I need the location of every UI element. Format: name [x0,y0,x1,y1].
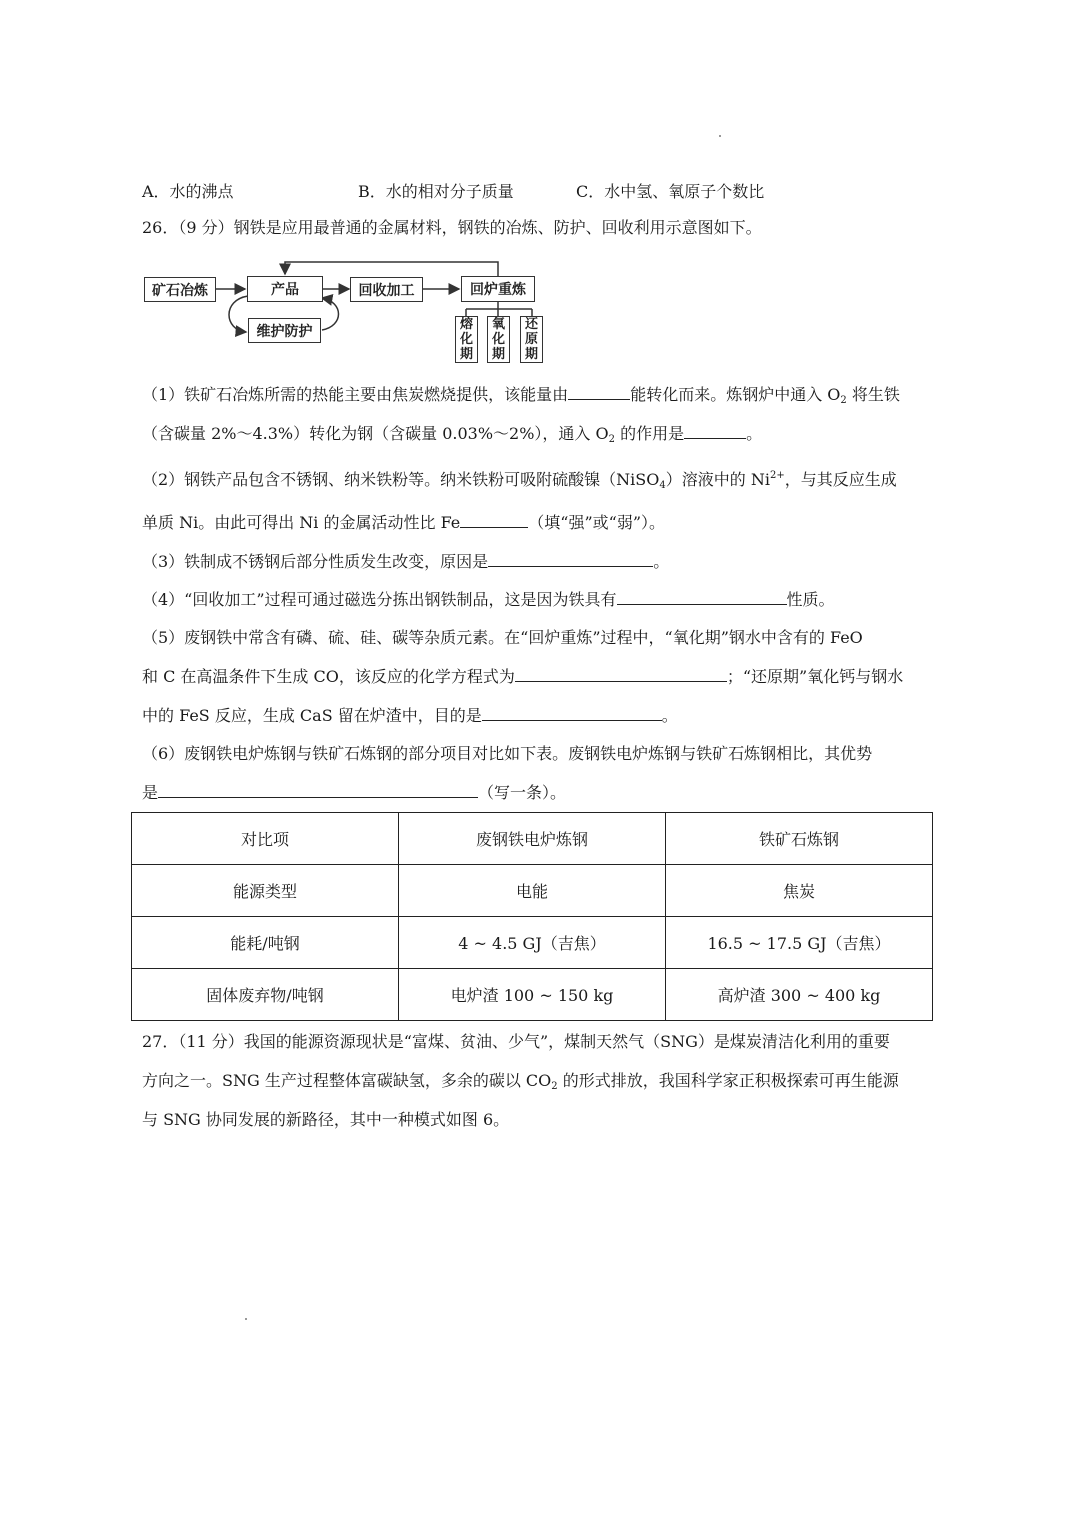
answer-blank[interactable] [568,385,630,400]
stage-char: 化 [491,332,505,347]
text: （2）钢铁产品包含不锈钢、纳米铁粉等。纳米铁粉可吸附硫酸镍（NiSO [142,470,660,489]
stage-char: 熔 [459,317,473,332]
text: 的作用是 [615,424,685,443]
table-cell: 电能 [399,865,666,917]
superscript: 2+ [769,470,785,481]
stage-char: 化 [459,332,473,347]
table-header-cell: 对比项 [132,813,399,865]
stage-char: 期 [491,347,505,362]
q27-line1: 27．（11 分）我国的能源资源现状是“富煤、贫油、少气”，煤制天然气（SNG）是煤炭清洁化利用的重要 [142,1032,890,1051]
table-cell: 电炉渣 100 ~ 150 kg [399,969,666,1021]
option-a: A．水的沸点 [142,182,234,201]
text: （3）铁制成不锈钢后部分性质发生改变，原因是 [142,552,489,571]
text: （填“强”或“弱”）。 [528,513,666,532]
text: （4）“回收加工”过程可通过磁选分拣出钢铁制品，这是因为铁具有 [142,590,617,609]
q26-part5-line1: （5）废钢铁中常含有磷、硫、硅、碳等杂质元素。在“回炉重炼”过程中，“氧化期”钢水中含有的 FeO [142,628,863,647]
q26-part2-line1 [142,470,897,490]
text: 和 C 在高温条件下生成 CO，该反应的化学方程式为 [142,667,515,686]
table-cell: 能耗/吨钢 [132,917,399,969]
text: 。 [661,706,678,725]
table-cell: 固体废弃物/吨钢 [132,969,399,1021]
answer-blank[interactable] [515,667,727,682]
comparison-table [131,812,933,1021]
subscript: 4 [659,480,666,491]
table-header-cell: 铁矿石炼钢 [666,813,933,865]
text: 能转化而来。炼钢炉中通入 O [630,385,841,404]
answer-blank[interactable] [617,590,787,605]
stage-char: 还 [524,317,538,332]
table-cell: 能源类型 [132,865,399,917]
option-b: B．水的相对分子质量 [358,182,514,201]
scan-dot [245,1318,247,1320]
subscript: 2 [608,434,615,445]
text: 方向之一。SNG 生产过程整体富碳缺氢，多余的碳以 CO [142,1071,552,1090]
box-reduction-stage [520,316,543,363]
text: 是 [142,783,159,802]
subscript: 2 [840,395,847,406]
answer-blank[interactable] [684,424,746,439]
table-row [132,969,933,1021]
table-cell: 焦炭 [666,865,933,917]
table-header-row [132,813,933,865]
box-recycle: 回收加工 [350,277,423,302]
answer-blank[interactable] [158,783,478,798]
answer-blank[interactable] [488,552,653,567]
text: ，与其反应生成 [784,470,897,489]
table-cell: 高炉渣 300 ~ 400 kg [666,969,933,1021]
box-ore-smelting: 矿石冶炼 [144,277,216,302]
stage-char: 原 [524,332,538,347]
stage-char: 期 [524,347,538,362]
box-protect: 维护防护 [248,318,321,343]
option-c: C．水中氢、氧原子个数比 [576,182,765,201]
q26-part6-line2 [142,783,566,803]
stage-char: 氧 [491,317,505,332]
text: 。 [746,424,763,443]
text: （1）铁矿石冶炼所需的热能主要由焦炭燃烧提供，该能量由 [142,385,569,404]
q26-part5-line3 [142,706,678,726]
table-row [132,865,933,917]
q27-line3: 与 SNG 协同发展的新路径，其中一种模式如图 6。 [142,1110,510,1129]
table-row [132,917,933,969]
table-cell: 16.5 ~ 17.5 GJ（吉焦） [666,917,933,969]
q26-part5-line2 [142,667,903,687]
answer-blank[interactable] [460,513,528,528]
text: 性质。 [786,590,835,609]
q26-part3 [142,552,669,572]
box-melt-stage [455,316,478,363]
q26-part1-line2 [142,424,762,444]
text: ；“还原期”氧化钙与钢水 [726,667,904,686]
answer-blank[interactable] [482,706,662,721]
table-header-cell: 废钢铁电炉炼钢 [399,813,666,865]
subscript: 2 [551,1081,558,1092]
q26-part2-line2 [142,513,665,533]
text: ）溶液中的 Ni [665,470,770,489]
box-oxidation-stage [487,316,510,363]
table-cell: 4 ~ 4.5 GJ（吉焦） [399,917,666,969]
q26-part4 [142,590,835,610]
stage-char: 期 [459,347,473,362]
text: 。 [653,552,670,571]
text: 单质 Ni。由此可得出 Ni 的金属活动性比 Fe [142,513,461,532]
q27-line2 [142,1071,899,1091]
text: 将生铁 [846,385,900,404]
q26-part1-line1 [142,385,900,405]
scan-dot [719,135,721,137]
text: （写一条）。 [478,783,567,802]
box-product: 产品 [247,276,323,302]
box-remelt: 回炉重炼 [461,276,535,302]
text: 的形式排放，我国科学家正积极探索可再生能源 [557,1071,899,1090]
q26-part6-line1: （6）废钢铁电炉炼钢与铁矿石炼钢的部分项目对比如下表。废钢铁电炉炼钢与铁矿石炼钢相比，其优势 [142,744,873,763]
text: （含碳量 2%～4.3%）转化为钢（含碳量 0.03%～2%），通入 O [142,424,609,443]
q26-intro: 26．（9 分）钢铁是应用最普通的金属材料，钢铁的冶炼、防护、回收利用示意图如下。 [142,218,762,237]
text: 中的 FeS 反应，生成 CaS 留在炉渣中，目的是 [142,706,482,725]
